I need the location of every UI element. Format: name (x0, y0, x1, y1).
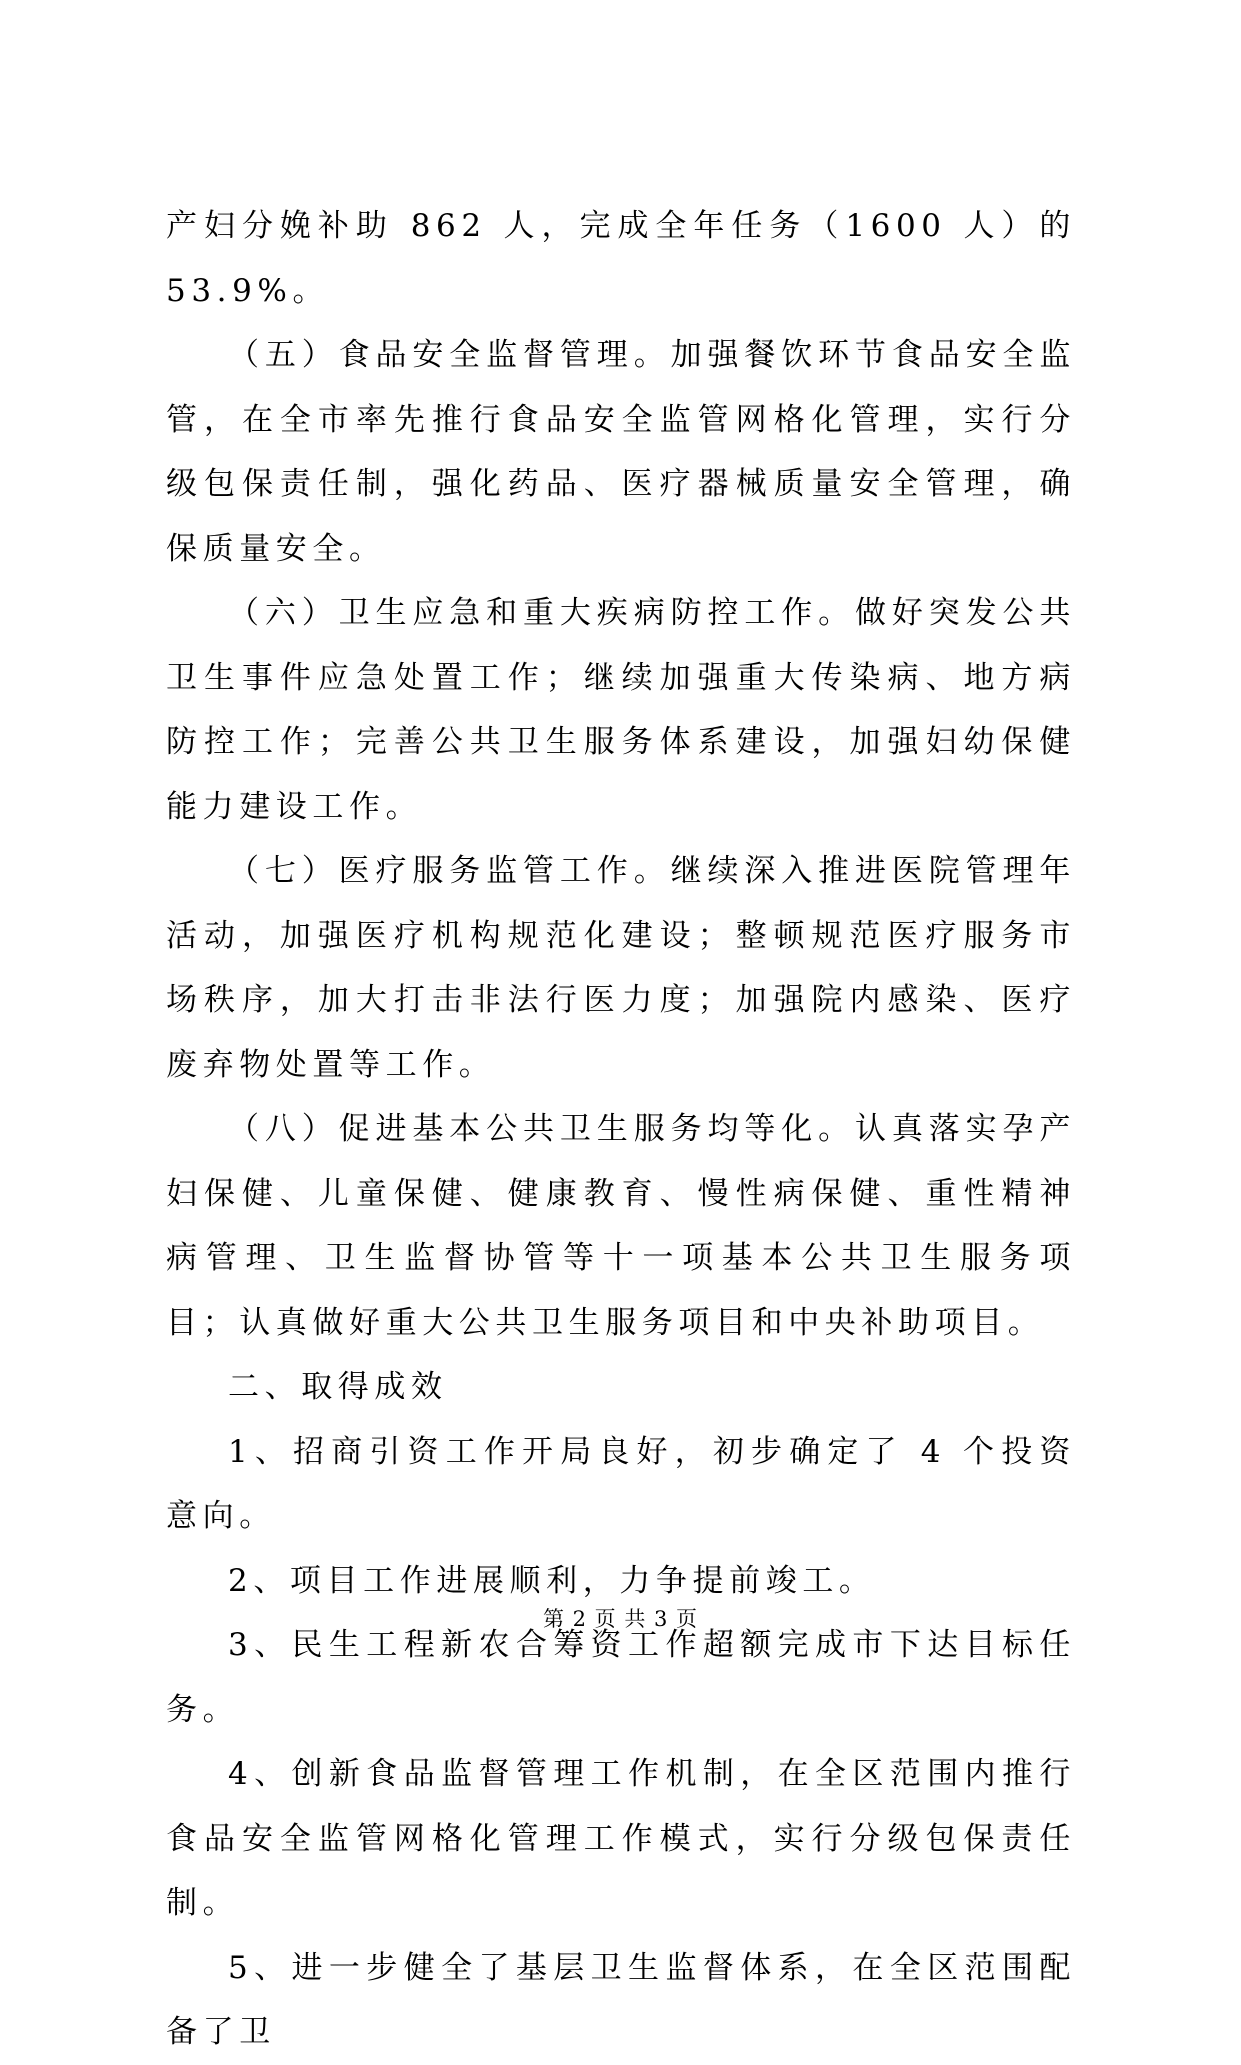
achievement-item-4: 4、创新食品监督管理工作机制，在全区范围内推行食品安全监管网格化管理工作模式，实行分级包保责任制。 (166, 1756, 1076, 1921)
page-footer: 第 2 页 共 3 页 (542, 1607, 699, 1631)
achievement-item-1: 1、招商引资工作开局良好，初步确定了 4 个投资意向。 (166, 1433, 1076, 1534)
paragraph-food-safety: （五）食品安全监督管理。加强餐饮环节食品安全监管，在全市率先推行食品安全监管网格化管理，实行分级包保责任制，强化药品、医疗器械质量安全管理，确保质量安全。 (166, 337, 1076, 567)
document-body (166, 194, 1076, 2065)
achievement-item-3: 3、民生工程新农合筹资工作超额完成市下达目标任务。 (166, 1627, 1076, 1728)
paragraph-medical-supervision: （七）医疗服务监管工作。继续深入推进医院管理年活动，加强医疗机构规范化建设；整顿规范医疗服务市场秩序，加大打击非法行医力度；加强院内感染、医疗废弃物处置等工作。 (166, 853, 1076, 1083)
achievement-item-2: 2、项目工作进展顺利，力争提前竣工。 (228, 1562, 876, 1599)
paragraph-continuation: 产妇分娩补助 862 人，完成全年任务（1600 人）的 53.9%。 (166, 208, 1076, 309)
paragraph-health-emergency: （六）卫生应急和重大疾病防控工作。做好突发公共卫生事件应急处置工作；继续加强重大传染病、地方病防控工作；完善公共卫生服务体系建设，加强妇幼保健能力建设工作。 (166, 595, 1076, 825)
achievement-item-5: 5、进一步健全了基层卫生监督体系，在全区范围配备了卫 (166, 1949, 1076, 2050)
section-heading-achievements: 二、取得成效 (228, 1369, 448, 1405)
paragraph-public-health-equalization: （八）促进基本公共卫生服务均等化。认真落实孕产妇保健、儿童保健、健康教育、慢性病保健、重性精神病管理、卫生监督协管等十一项基本公共卫生服务项目；认真做好重大公共卫生服务项目和中央补助项目。 (166, 1111, 1076, 1341)
